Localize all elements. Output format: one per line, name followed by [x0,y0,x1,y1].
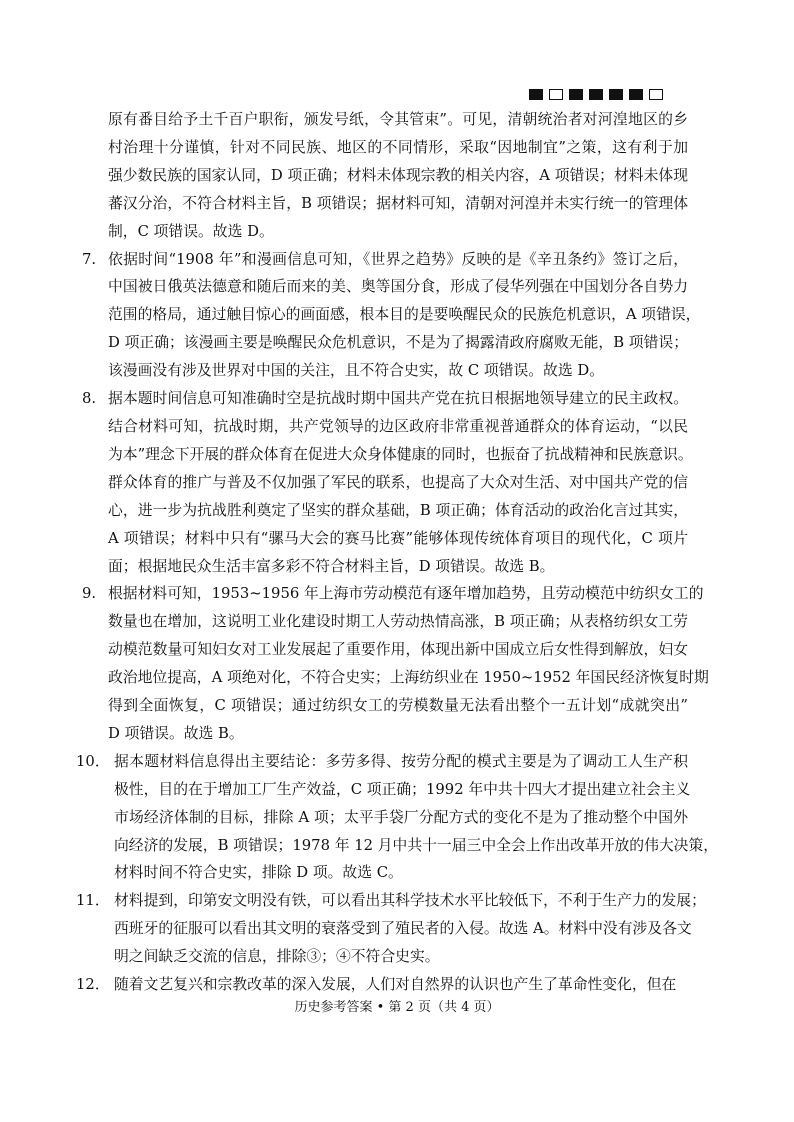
text-line: 强少数民族的国家认同，D 项正确；材料未体现宗教的相关内容，A 项错误；材料未体现 [108,166,688,184]
text-line: 明之间缺乏交流的信息，排除③；④不符合史实。 [114,948,440,966]
text-line: 极性，目的在于增加工厂生产效益，C 项正确；1992 年中共十四大才提出建立社会主义 [114,780,691,798]
text-line: 原有番目给予土千百户职衔，颁发号纸，令其管束”。可见，清朝统治者对河湟地区的乡 [108,111,688,128]
filled-square-icon [589,89,603,100]
text-line: 根据材料可知，1953~1956 年上海市劳动模范有逐年增加趋势，且劳动模范中纺织女工的 [108,585,704,603]
item-number: 9. [82,585,97,603]
text-line: 材料时间不符合史实，排除 D 项。故选 C。 [114,864,403,882]
filled-square-icon [569,89,583,100]
answer-item [76,748,719,888]
text-line: 据本题时间信息可知准确时空是抗战时期中国共产党在抗日根据地领导建立的民主政权。 [108,390,688,408]
item-number: 11． [76,892,110,910]
answer-item [76,971,688,999]
text-line: 该漫画没有涉及世界对中国的关注，且不符合史实，故 C 项错误。故选 D。 [108,362,605,380]
text-line: 数量也在增加，这说明工业化建设时期工人劳动热情高涨，B 项正确；从表格纺织女工劳 [108,613,688,631]
answer-item [82,580,709,747]
text-line: 中国被日俄英法德意和随后而来的美、奥等国分食，形成了侵华列强在中国划分各自势力 [108,278,688,296]
text-line: 制，C 项错误。故选 D。 [108,222,274,240]
text-line: 西班牙的征服可以看出其文明的衰落受到了殖民者的入侵。故选 A。材料中没有涉及各文 [114,920,692,938]
text-line: 群众体育的推广与普及不仅加强了军民的联系，也提高了大众对生活、对中国共产党的信 [108,473,688,491]
hollow-square-icon [549,89,563,100]
page-footer: 历史参考答案 • 第 2 页（共 4 页） [294,1000,500,1015]
answer-item [76,887,706,971]
text-line: 范围的格局，通过触目惊心的画面感，根本目的是要唤醒民众的民族危机意识，A 项错误， [108,306,701,324]
text-line: A 项错误；材料中只有“骡马大会的赛马比赛”能够体现传统体育项目的现代化，C 项片 [108,529,688,547]
item-number: 7. [82,250,97,268]
filled-square-icon [529,89,543,100]
text-line: D 项错误。故选 B。 [108,724,244,742]
text-line: 蕃汉分治，不符合材料主旨，B 项错误；据材料可知，清朝对河湟并未实行统一的管理体 [108,194,688,212]
text-line: 向经济的发展，B 项错误；1978 年 12 月中共十一届三中全会上作出改革开放的伟大决策， [114,836,719,854]
item-number: 10． [76,752,110,770]
text-line: 为本”理念下开展的群众体育在促进大众身体健康的同时，也振奋了抗战精神和民族意识。 [108,445,693,463]
item-number: 8. [82,390,97,408]
text-line: 面；根据地民众生活丰富多彩不符合材料主旨，D 项错误。故选 B。 [108,557,555,575]
text-line: 随着文艺复兴和宗教改革的深入发展，人们对自然界的认识也产生了革命性变化，但在 [114,976,677,994]
answer-item [108,106,688,246]
text-line: 动模范数量可知妇女对工业发展起了重要作用，体现出新中国成立后女性得到解放，妇女 [108,641,688,659]
header-marks [529,89,663,101]
text-line: D 项正确；该漫画主要是唤醒民众危机意识，不是为了揭露清政府腐败无能，B 项错误； [108,334,688,352]
text-line: 心，进一步为抗战胜利奠定了坚实的群众基础，B 项正确；体育活动的政治化言过其实， [108,501,688,519]
text-line: 村治理十分谨慎，针对不同民族、地区的不同情形，采取“因地制宜”之策，这有利于加 [108,138,688,156]
answer-item [82,246,701,386]
text-line: 结合材料可知，抗战时期，共产党领导的边区政府非常重视普通群众的体育运动，“以民 [108,417,688,435]
text-line: 据本题材料信息得出主要结论：多劳多得、按劳分配的模式主要是为了调动工人生产积 [114,752,688,770]
text-line: 材料提到，印第安文明没有铁，可以看出其科学技术水平比较低下，不利于生产力的发展； [114,892,706,910]
hollow-square-icon [649,89,663,100]
filled-square-icon [629,89,643,100]
answer-content [76,106,719,999]
text-line: 得到全面恢复，C 项错误；通过纺织女工的劳模数量无法看出整个一五计划“成就突出” [108,697,688,715]
text-line: 政治地位提高，A 项绝对化，不符合史实；上海纺织业在 1950~1952 年国民经济恢复时期 [108,669,709,687]
answer-item [82,385,693,580]
filled-square-icon [609,89,623,100]
item-number: 12． [76,976,110,994]
text-line: 市场经济体制的目标，排除 A 项；太平手袋厂分配方式的变化不是为了推动整个中国外 [114,808,688,826]
text-line: 依据时间“1908 年”和漫画信息可知，《世界之趋势》反映的是《辛丑条约》签订之后， [108,250,688,268]
